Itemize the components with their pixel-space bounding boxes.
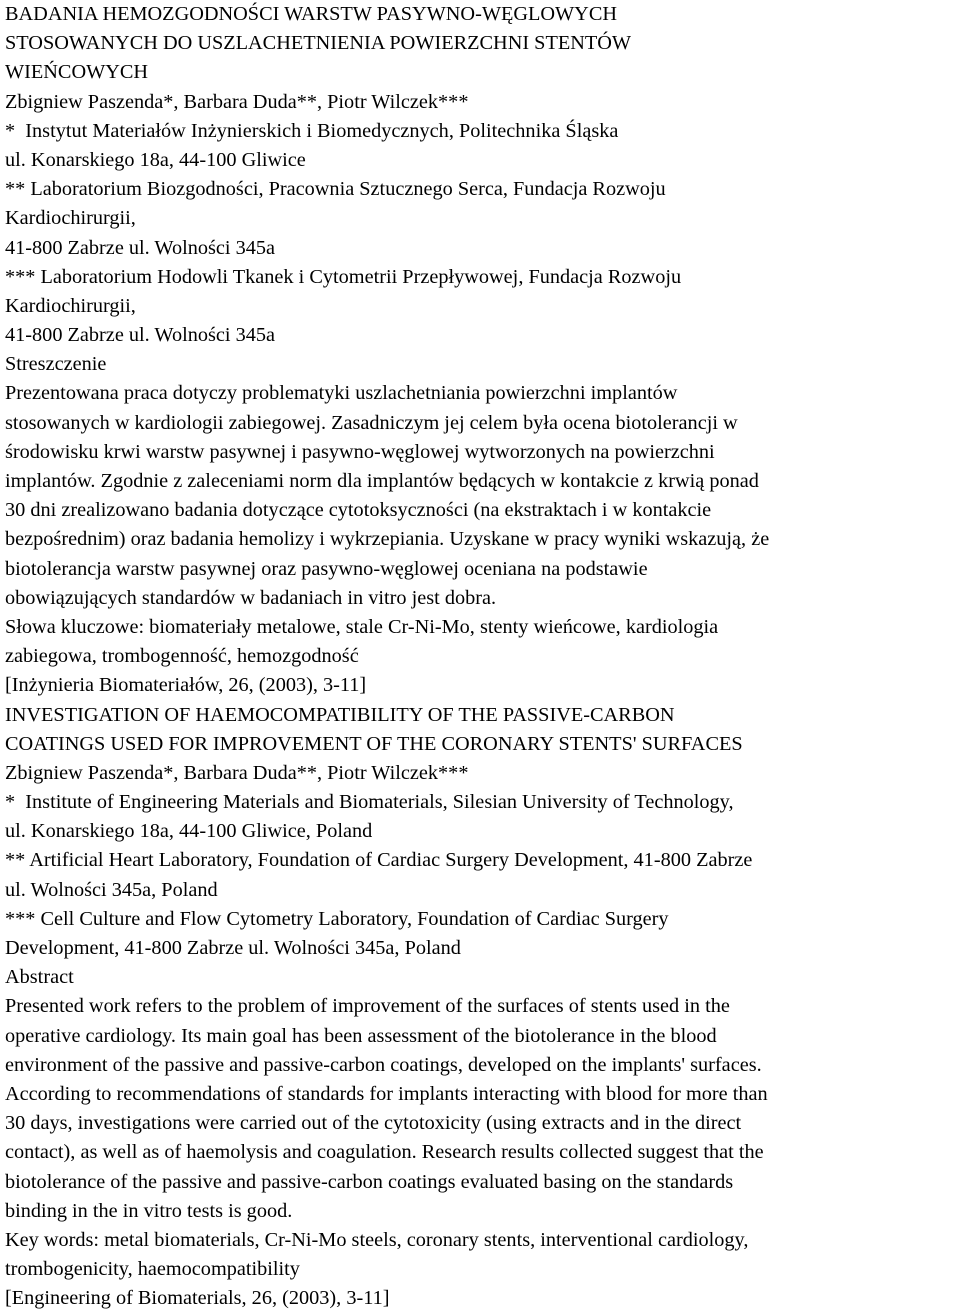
polish-abstract-heading: Streszczenie (5, 350, 955, 379)
english-abstract-line: biotolerance of the passive and passive-carbon coatings evaluated basing on the standards (5, 1168, 955, 1197)
english-affiliation-line: *** Cell Culture and Flow Cytometry Laboratory, Foundation of Cardiac Surgery (5, 905, 955, 934)
polish-abstract (5, 379, 955, 613)
english-abstract-line: binding in the in vitro tests is good. (5, 1197, 955, 1226)
polish-abstract-line: 30 dni zrealizowano badania dotyczące cytotoksyczności (na ekstraktach i w kontakcie (5, 496, 955, 525)
polish-citation: [Inżynieria Biomateriałów, 26, (2003), 3-11] (5, 671, 955, 700)
polish-affiliation-line: 41-800 Zabrze ul. Wolności 345a (5, 234, 955, 263)
polish-title-line: BADANIA HEMOZGODNOŚCI WARSTW PASYWNO-WĘGLOWYCH (5, 0, 955, 29)
english-title-line: INVESTIGATION OF HAEMOCOMPATIBILITY OF THE PASSIVE-CARBON (5, 701, 955, 730)
polish-affiliation-line: 41-800 Zabrze ul. Wolności 345a (5, 321, 955, 350)
english-affiliations (5, 788, 955, 963)
english-affiliation-line: ul. Wolności 345a, Poland (5, 876, 955, 905)
polish-affiliation-line: Kardiochirurgii, (5, 292, 955, 321)
polish-keywords (5, 613, 955, 671)
english-abstract-line: 30 days, investigations were carried out of the cytotoxicity (using extracts and in the direct (5, 1109, 955, 1138)
english-affiliation-line: Development, 41-800 Zabrze ul. Wolności 345a, Poland (5, 934, 955, 963)
polish-abstract-line: obowiązujących standardów w badaniach in vitro jest dobra. (5, 584, 955, 613)
polish-affiliations (5, 117, 955, 351)
english-abstract-heading: Abstract (5, 963, 955, 992)
english-keywords-line: trombogenicity, haemocompatibility (5, 1255, 955, 1284)
polish-abstract-line: środowisku krwi warstw pasywnej i pasywno-węglowej wytworzonych na powierzchni (5, 438, 955, 467)
polish-keywords-line: zabiegowa, trombogenność, hemozgodność (5, 642, 955, 671)
english-abstract-line: operative cardiology. Its main goal has been assessment of the biotolerance in the blood (5, 1022, 955, 1051)
english-abstract-line: contact), as well as of haemolysis and coagulation. Research results collected suggest that the (5, 1138, 955, 1167)
english-affiliation-line: ** Artificial Heart Laboratory, Foundation of Cardiac Surgery Development, 41-800 Zabrze (5, 846, 955, 875)
english-affiliation-line: ul. Konarskiego 18a, 44-100 Gliwice, Poland (5, 817, 955, 846)
english-title-line: COATINGS USED FOR IMPROVEMENT OF THE CORONARY STENTS' SURFACES (5, 730, 955, 759)
english-keywords-line: Key words: metal biomaterials, Cr-Ni-Mo steels, coronary stents, interventional cardiology, (5, 1226, 955, 1255)
polish-title-line: STOSOWANYCH DO USZLACHETNIENIA POWIERZCHNI STENTÓW (5, 29, 955, 58)
polish-abstract-line: stosowanych w kardiologii zabiegowej. Zasadniczym jej celem była ocena biotolerancji w (5, 409, 955, 438)
english-citation: [Engineering of Biomaterials, 26, (2003), 3-11] (5, 1284, 955, 1313)
english-title (5, 701, 955, 759)
polish-abstract-line: Prezentowana praca dotyczy problematyki uszlachetniania powierzchni implantów (5, 379, 955, 408)
english-abstract-line: environment of the passive and passive-carbon coatings, developed on the implants' surfaces. (5, 1051, 955, 1080)
polish-affiliation-line: Kardiochirurgii, (5, 204, 955, 233)
polish-section (5, 0, 955, 701)
english-abstract-line: Presented work refers to the problem of improvement of the surfaces of stents used in the (5, 992, 955, 1021)
polish-affiliation-line: ** Laboratorium Biozgodności, Pracownia Sztucznego Serca, Fundacja Rozwoju (5, 175, 955, 204)
polish-affiliation-line: * Instytut Materiałów Inżynierskich i Biomedycznych, Politechnika Śląska (5, 117, 955, 146)
polish-abstract-line: biotolerancja warstw pasywnej oraz pasywno-węglowej oceniana na podstawie (5, 555, 955, 584)
english-abstract-line: According to recommendations of standards for implants interacting with blood for more than (5, 1080, 955, 1109)
polish-abstract-line: bezpośrednim) oraz badania hemolizy i wykrzepiania. Uzyskane w pracy wyniki wskazują, że (5, 525, 955, 554)
english-section (5, 701, 955, 1313)
polish-affiliation-line: *** Laboratorium Hodowli Tkanek i Cytometrii Przepływowej, Fundacja Rozwoju (5, 263, 955, 292)
polish-authors: Zbigniew Paszenda*, Barbara Duda**, Piotr Wilczek*** (5, 88, 955, 117)
english-abstract (5, 992, 955, 1226)
document-page (5, 0, 955, 1313)
polish-title-line: WIEŃCOWYCH (5, 58, 955, 87)
english-authors: Zbigniew Paszenda*, Barbara Duda**, Piotr Wilczek*** (5, 759, 955, 788)
polish-keywords-line: Słowa kluczowe: biomateriały metalowe, stale Cr-Ni-Mo, stenty wieńcowe, kardiologia (5, 613, 955, 642)
polish-title (5, 0, 955, 88)
polish-affiliation-line: ul. Konarskiego 18a, 44-100 Gliwice (5, 146, 955, 175)
english-affiliation-line: * Institute of Engineering Materials and Biomaterials, Silesian University of Technology, (5, 788, 955, 817)
english-keywords (5, 1226, 955, 1284)
polish-abstract-line: implantów. Zgodnie z zaleceniami norm dla implantów będących w kontakcie z krwią ponad (5, 467, 955, 496)
